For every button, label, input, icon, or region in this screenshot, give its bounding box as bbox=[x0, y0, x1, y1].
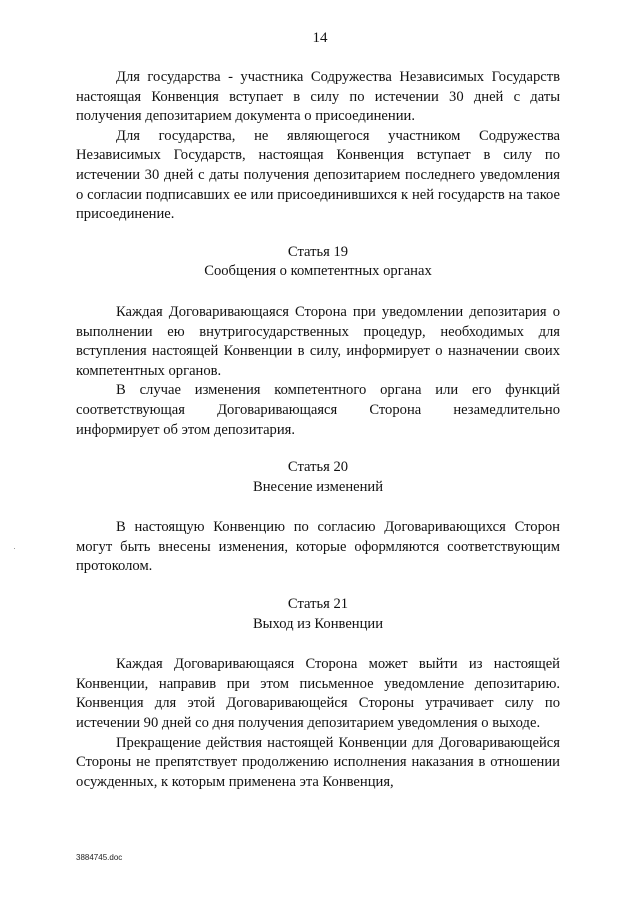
paragraph: Для государства, не являющегося участником Содружества Независимых Государств, настоящая Конвенция вступает в силу по истечении 30 дней с даты получения депозитарием последнего уведомления о согласии подписавших ее или присоединившихся к ней государств на такое присоединение. bbox=[76, 127, 560, 223]
article-title: Внесение изменений bbox=[252, 478, 384, 495]
spacer bbox=[76, 440, 560, 458]
spacer bbox=[76, 225, 560, 243]
spacer bbox=[76, 577, 560, 595]
paragraph: Каждая Договаривающаяся Сторона может выйти из настоящей Конвенции, направив при этом письменное уведомление депозитарию. Конвенция для этой Договаривающейся Стороны утрачивает силу по истечении 90 дней со дня получения депозитарием уведомления о выходе. bbox=[76, 656, 560, 732]
paragraph: Прекращение действия настоящей Конвенции для Договаривающейся Стороны не препятствует продолжению исполнения наказания в отношении осужденных, к которым применена эта Конвенция, bbox=[76, 734, 560, 790]
page-number: 14 bbox=[312, 30, 328, 46]
paragraph: Каждая Договаривающаяся Сторона при уведомлении депозитария о выполнении ею внутригосударственных процедур, необходимых для вступления настоящей Конвенции в силу, информирует о назначении своих компетентных органов. bbox=[76, 303, 560, 379]
spacer bbox=[76, 634, 560, 655]
article-title: Выход из Конвенции bbox=[252, 615, 384, 632]
paragraph: Для государства - участника Содружества Независимых Государств настоящая Конвенция вступает в силу по истечении 30 дней с даты получения депозитарием документа о присоединении. bbox=[76, 69, 560, 125]
article-number: Статья 21 bbox=[287, 596, 349, 613]
spacer bbox=[76, 282, 560, 303]
paragraph: В случае изменения компетентного органа или его функций соответствующая Договаривающаяся Сторона незамедлительно информирует об этом депозитария. bbox=[76, 382, 560, 438]
article-number: Статья 20 bbox=[287, 459, 349, 476]
paragraph: В настоящую Конвенцию по согласию Договаривающихся Сторон могут быть внесены изменения, которые оформляются соответствующим протоколом. bbox=[76, 519, 560, 575]
article-title: Сообщения о компетентных органах bbox=[204, 263, 432, 280]
spacer bbox=[76, 497, 560, 518]
scan-speck bbox=[14, 548, 15, 549]
footer-filename: 3884745.doc bbox=[76, 853, 123, 862]
article-number: Статья 19 bbox=[287, 243, 349, 260]
document-body bbox=[76, 68, 560, 792]
